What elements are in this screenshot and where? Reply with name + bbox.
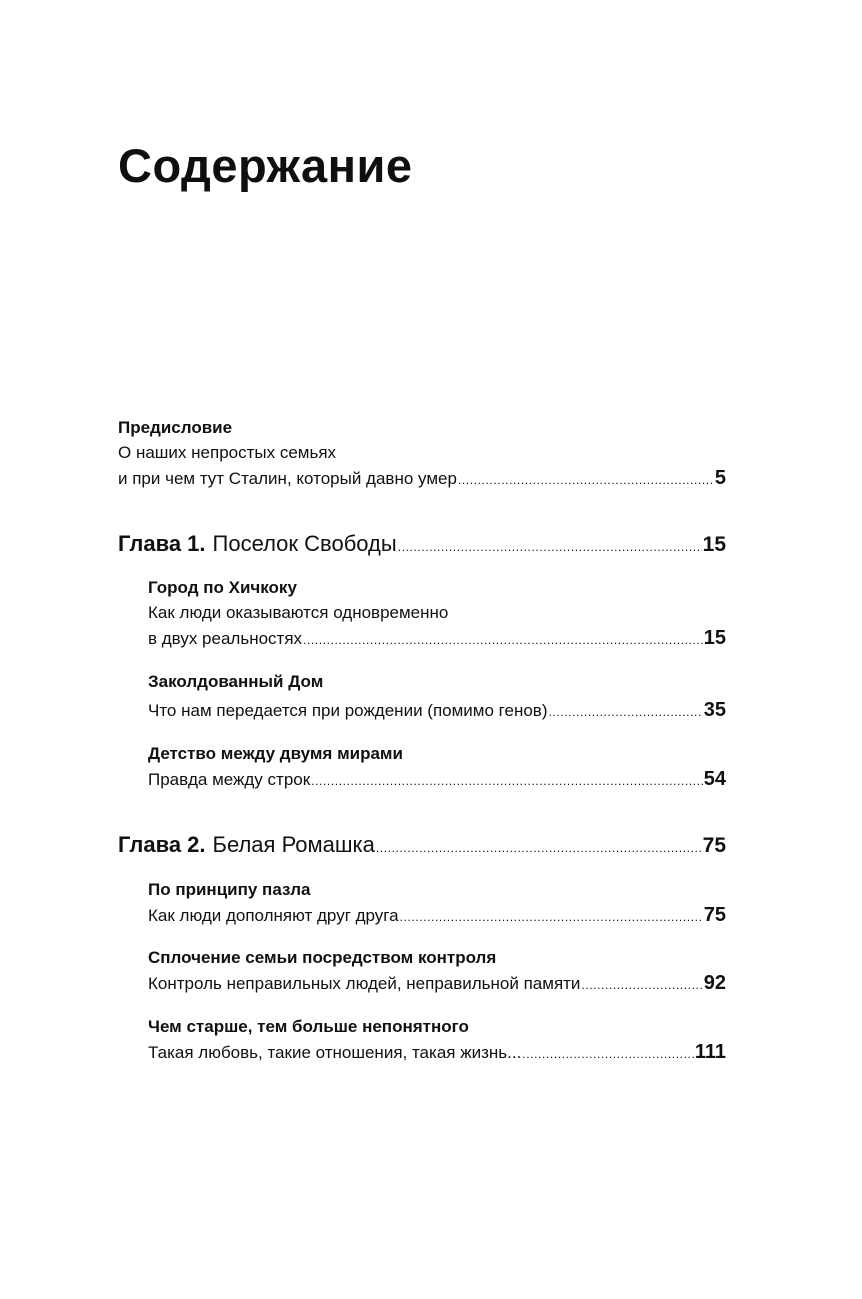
chapter-2-page-number: 75 xyxy=(702,834,726,857)
section-heading: Детство между двумя мирами xyxy=(148,744,403,763)
section-page-number: 35 xyxy=(703,699,726,721)
dot-leader xyxy=(398,530,702,561)
chapter-2-name: Белая Ромашка xyxy=(212,832,375,857)
dot-leader xyxy=(400,905,703,928)
section-subtitle-line1: Правда между строк xyxy=(148,770,311,789)
section-subtitle-line1: Что нам передается при рождении (помимо генов) xyxy=(148,701,548,720)
section-entry[interactable] xyxy=(148,972,726,996)
section-page-number: 75 xyxy=(703,904,726,926)
preface-subtitle-line1: О наших непростых семьях xyxy=(118,443,337,462)
dot-leader xyxy=(458,468,714,491)
dot-leader xyxy=(303,628,703,651)
preface-heading: Предисловие xyxy=(118,418,233,437)
preface-entry[interactable] xyxy=(118,467,726,491)
section-page-number: 111 xyxy=(694,1041,726,1063)
section-entry[interactable] xyxy=(148,904,726,928)
chapter-1-entry[interactable] xyxy=(118,530,726,561)
page-title: Содержание xyxy=(118,139,413,192)
dot-leader xyxy=(311,769,703,792)
chapter-2-label: Глава 2. xyxy=(118,832,206,857)
section-entry[interactable] xyxy=(148,768,726,792)
section-subtitle-line1: Как люди оказываются одновременно xyxy=(148,603,449,622)
chapter-2-entry[interactable] xyxy=(118,831,726,862)
dot-leader xyxy=(581,973,702,996)
dot-leader xyxy=(548,700,702,723)
dot-leader xyxy=(376,831,702,862)
chapter-1-page-number: 15 xyxy=(702,533,726,556)
section-subtitle-line1: Такая любовь, такие отношения, такая жизнь... xyxy=(148,1043,522,1062)
section-heading: Город по Хичкоку xyxy=(148,578,297,597)
section-entry[interactable] xyxy=(148,699,726,723)
section-heading: Сплочение семьи посредством контроля xyxy=(148,948,497,967)
section-page-number: 92 xyxy=(703,972,726,994)
section-heading: Чем старше, тем больше непонятного xyxy=(148,1017,469,1036)
section-page-number: 15 xyxy=(703,627,726,649)
section-entry[interactable] xyxy=(148,1041,726,1065)
section-subtitle-line2: в двух реальностях xyxy=(148,629,303,648)
dot-leader xyxy=(522,1042,694,1065)
preface-page-number: 5 xyxy=(714,467,726,489)
section-subtitle-line1: Контроль неправильных людей, неправильной памяти xyxy=(148,974,581,993)
chapter-1-name: Поселок Свободы xyxy=(212,531,397,556)
preface-subtitle-line2: и при чем тут Сталин, который давно умер xyxy=(118,469,457,488)
section-page-number: 54 xyxy=(703,768,726,790)
section-heading: По принципу пазла xyxy=(148,880,311,899)
section-heading: Заколдованный Дом xyxy=(148,672,324,691)
chapter-1-label: Глава 1. xyxy=(118,531,206,556)
section-subtitle-line1: Как люди дополняют друг друга xyxy=(148,906,399,925)
section-entry[interactable] xyxy=(148,627,726,651)
